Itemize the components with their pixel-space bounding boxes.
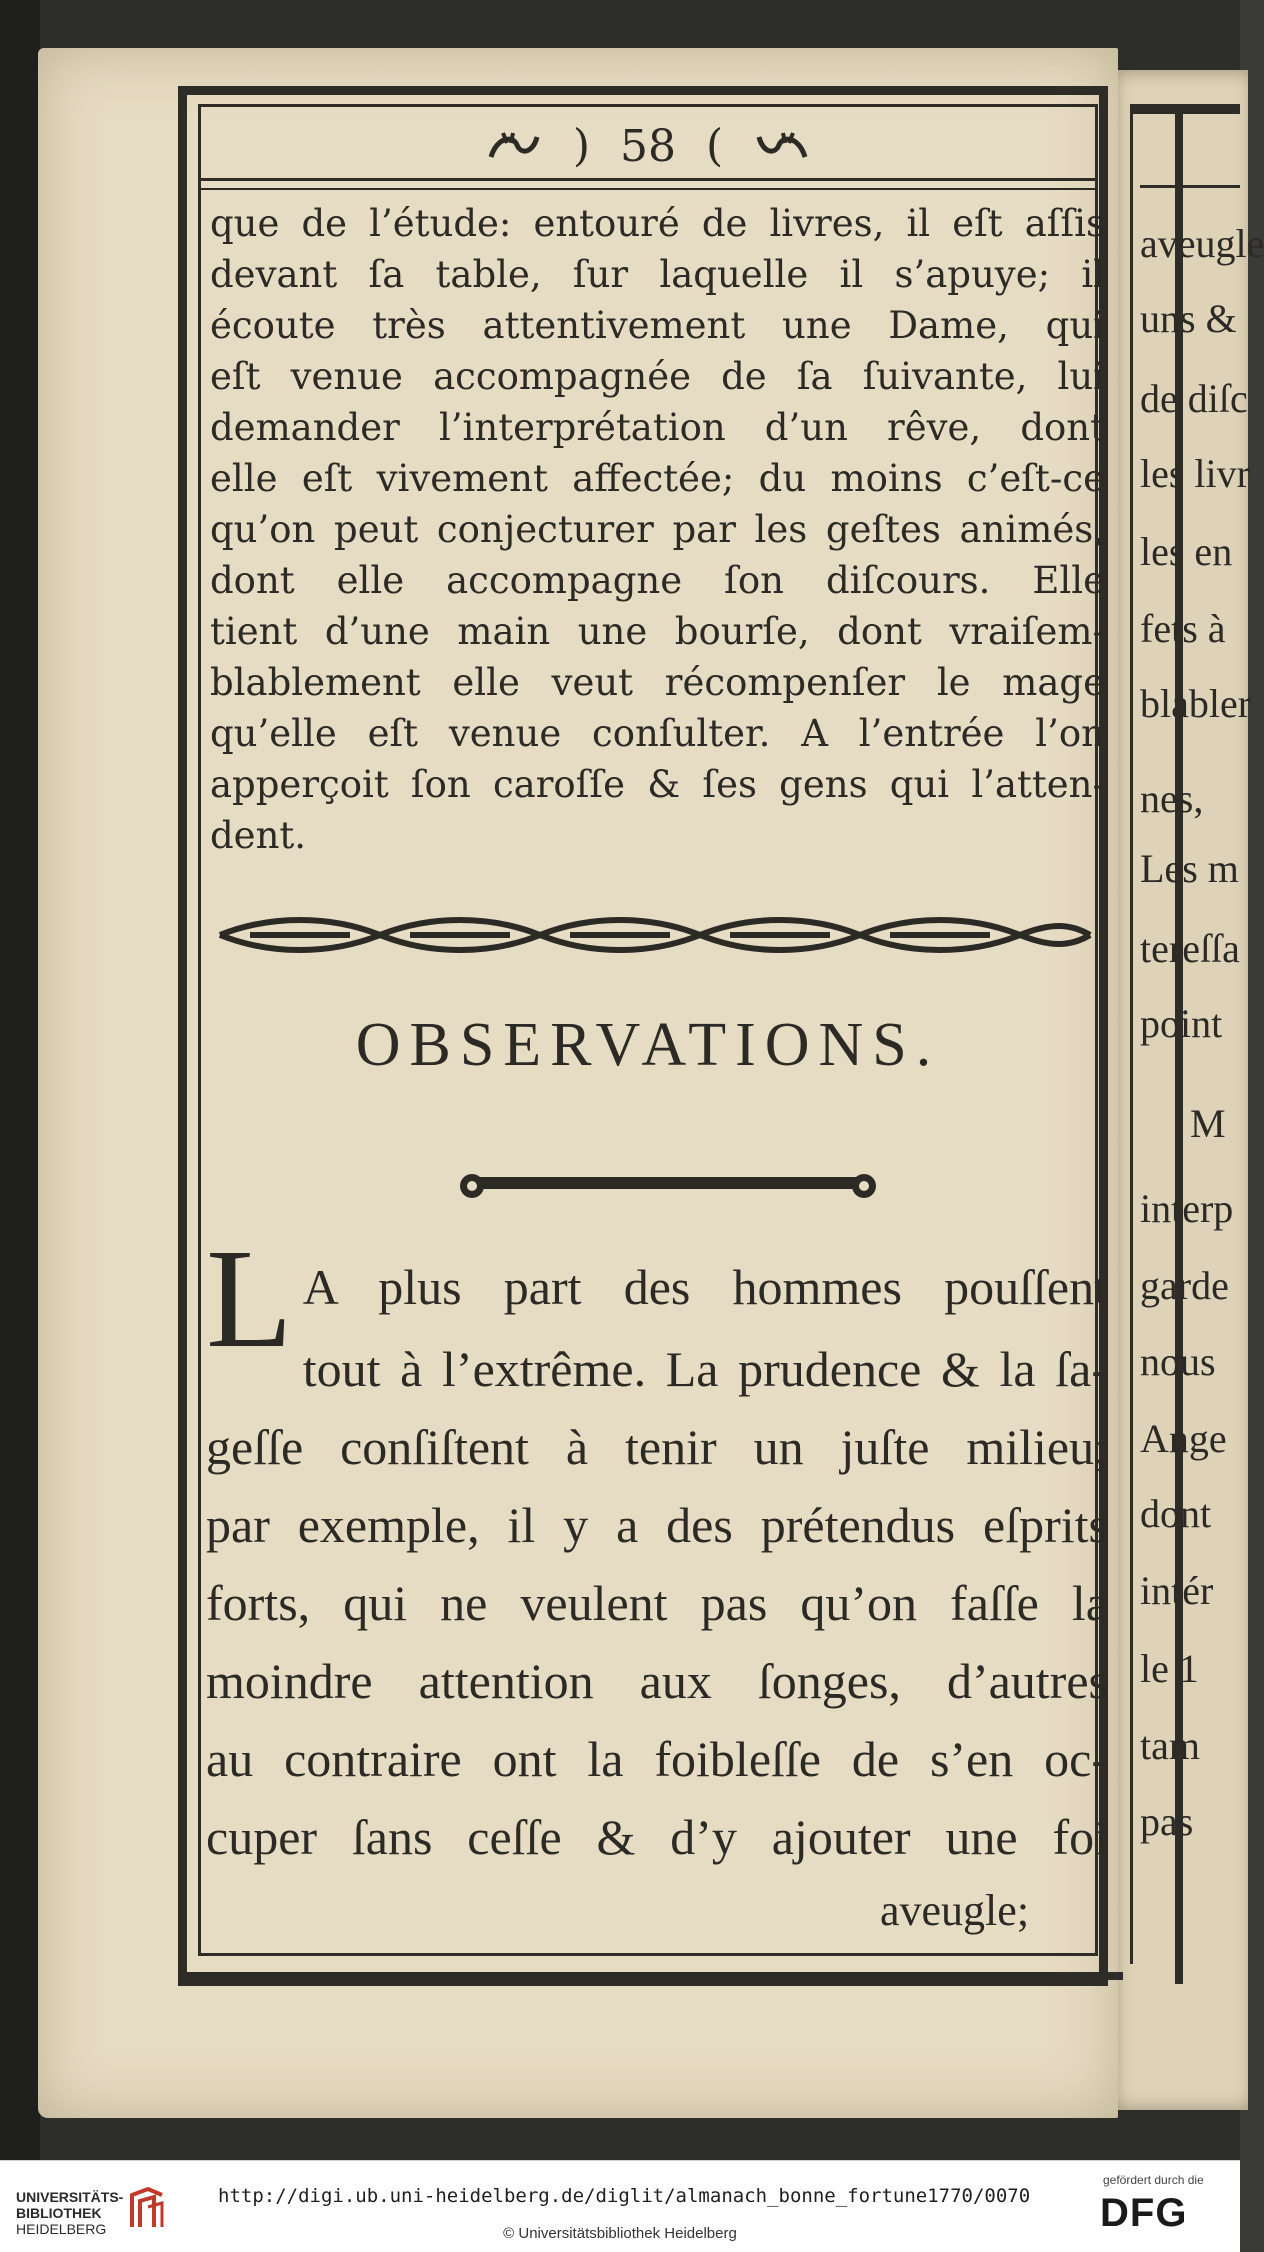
facing-fragment: tam <box>1140 1723 1200 1768</box>
facing-fragment: de diſc <box>1140 376 1248 421</box>
facing-fragment: dont <box>1140 1491 1212 1536</box>
facing-fragment: tereſſa <box>1140 926 1240 971</box>
observations-body <box>206 1219 1108 1876</box>
facing-fragment: pas <box>1140 1799 1194 1844</box>
book-spine <box>0 0 40 2160</box>
text-line: eſt venue accompagnée de ſa ſuivante, lui <box>210 355 1105 398</box>
institution-line: BIBLIOTHEK <box>16 2205 102 2221</box>
catchword: aveugle; <box>880 1886 1030 1935</box>
drop-cap: L <box>206 1219 293 1377</box>
facing-fragment: nes, <box>1140 776 1204 821</box>
text-line: dont elle accompagne ſon diſcours. Elle <box>210 559 1105 602</box>
facing-fragment: Les m <box>1140 846 1239 891</box>
facing-fragment: fets à <box>1140 606 1226 651</box>
text-line: blablement elle veut récompenſer le mage <box>210 661 1105 704</box>
fleuron-right-icon <box>753 127 813 167</box>
facing-page-header-rule <box>1140 185 1240 188</box>
facing-fragment: point <box>1140 1001 1223 1046</box>
text-line: que de l’étude: entouré de livres, il eſt aſſis <box>210 202 1105 245</box>
body-line: A plus part des hommes pouſſent <box>302 1259 1108 1315</box>
text-line: apperçoit ſon caroſſe & ſes gens qui l’atten- <box>210 763 1105 806</box>
page-border-bottom <box>178 1972 1123 1980</box>
body-line: moindre attention aux ſonges, d’autres <box>206 1653 1108 1709</box>
viewer-footer <box>0 2160 1240 2252</box>
text-line: devant ſa table, ſur laquelle il s’apuye; il <box>210 253 1105 296</box>
chain-ornament-rule <box>210 905 1100 965</box>
body-line: geſſe conſiſtent à tenir un juſte milieu; <box>206 1419 1108 1475</box>
fleuron-left-icon <box>483 127 543 167</box>
page-number: 58 <box>620 120 676 172</box>
dfg-logo: DFG <box>1100 2191 1188 2235</box>
text-line: tient d’une main une bourſe, dont vraiſem- <box>210 610 1105 653</box>
header-rule-thin <box>198 188 1098 190</box>
body-line: tout à l’extrême. La prudence & la ſa- <box>302 1341 1108 1397</box>
text-line: qu’elle eſt venue conſulter. A l’entrée l’on <box>210 712 1105 755</box>
text-line: écoute très attentivement une Dame, qui <box>210 304 1105 347</box>
facing-fragment: interp <box>1140 1186 1234 1231</box>
facing-fragment: intér <box>1140 1568 1214 1613</box>
facing-fragment: les en <box>1140 529 1233 574</box>
text-line: elle eſt vivement affectée; du moins c’eſt-ce <box>210 457 1105 500</box>
body-line: par exemple, il y a des prétendus eſprits <box>206 1497 1108 1553</box>
facing-fragment: nous <box>1140 1339 1216 1384</box>
body-line: cuper ſans ceſſe & d’y ajouter une foi <box>206 1809 1108 1865</box>
text-line: dent. <box>210 814 307 857</box>
facing-fragment: le 1 <box>1140 1646 1199 1691</box>
institution-line: HEIDELBERG <box>16 2221 107 2237</box>
facing-page-border-top <box>1130 104 1240 114</box>
header-rule <box>198 178 1098 181</box>
header-paren-left: ) <box>572 120 590 172</box>
facing-fragment: garde <box>1140 1263 1229 1308</box>
copyright-notice: © Universitätsbibliothek Heidelberg <box>503 2225 737 2242</box>
facing-fragment: Ange <box>1140 1416 1227 1461</box>
header-paren-right: ( <box>706 120 724 172</box>
text-line: demander l’interprétation d’un rêve, dont <box>210 406 1105 449</box>
section-title: OBSERVATIONS. <box>355 1011 941 1079</box>
facing-page-border-inner <box>1130 104 1133 1964</box>
funding-label: gefördert durch die <box>1103 2173 1204 2187</box>
scroll-divider <box>448 1160 888 1206</box>
facing-fragment: blabler <box>1140 681 1252 726</box>
description-paragraph <box>210 198 1105 861</box>
facing-fragment: uns & <box>1140 296 1237 341</box>
text-line: qu’on peut conjecturer par les geſtes animés, <box>210 508 1105 551</box>
body-line: au contraire ont la foibleſſe de s’en oc- <box>206 1731 1108 1787</box>
permalink-url[interactable]: http://digi.ub.uni-heidelberg.de/diglit/almanach_bonne_fortune1770/0070 <box>218 2185 1031 2207</box>
facing-fragment: les livr <box>1140 451 1250 496</box>
facing-fragment: M <box>1190 1101 1226 1146</box>
institution-line: UNIVERSITÄTS- <box>16 2189 124 2205</box>
body-line: forts, qui ne veulent pas qu’on faſſe la <box>206 1575 1108 1631</box>
facing-fragment: aveugle <box>1140 221 1264 266</box>
running-header <box>198 112 1098 176</box>
